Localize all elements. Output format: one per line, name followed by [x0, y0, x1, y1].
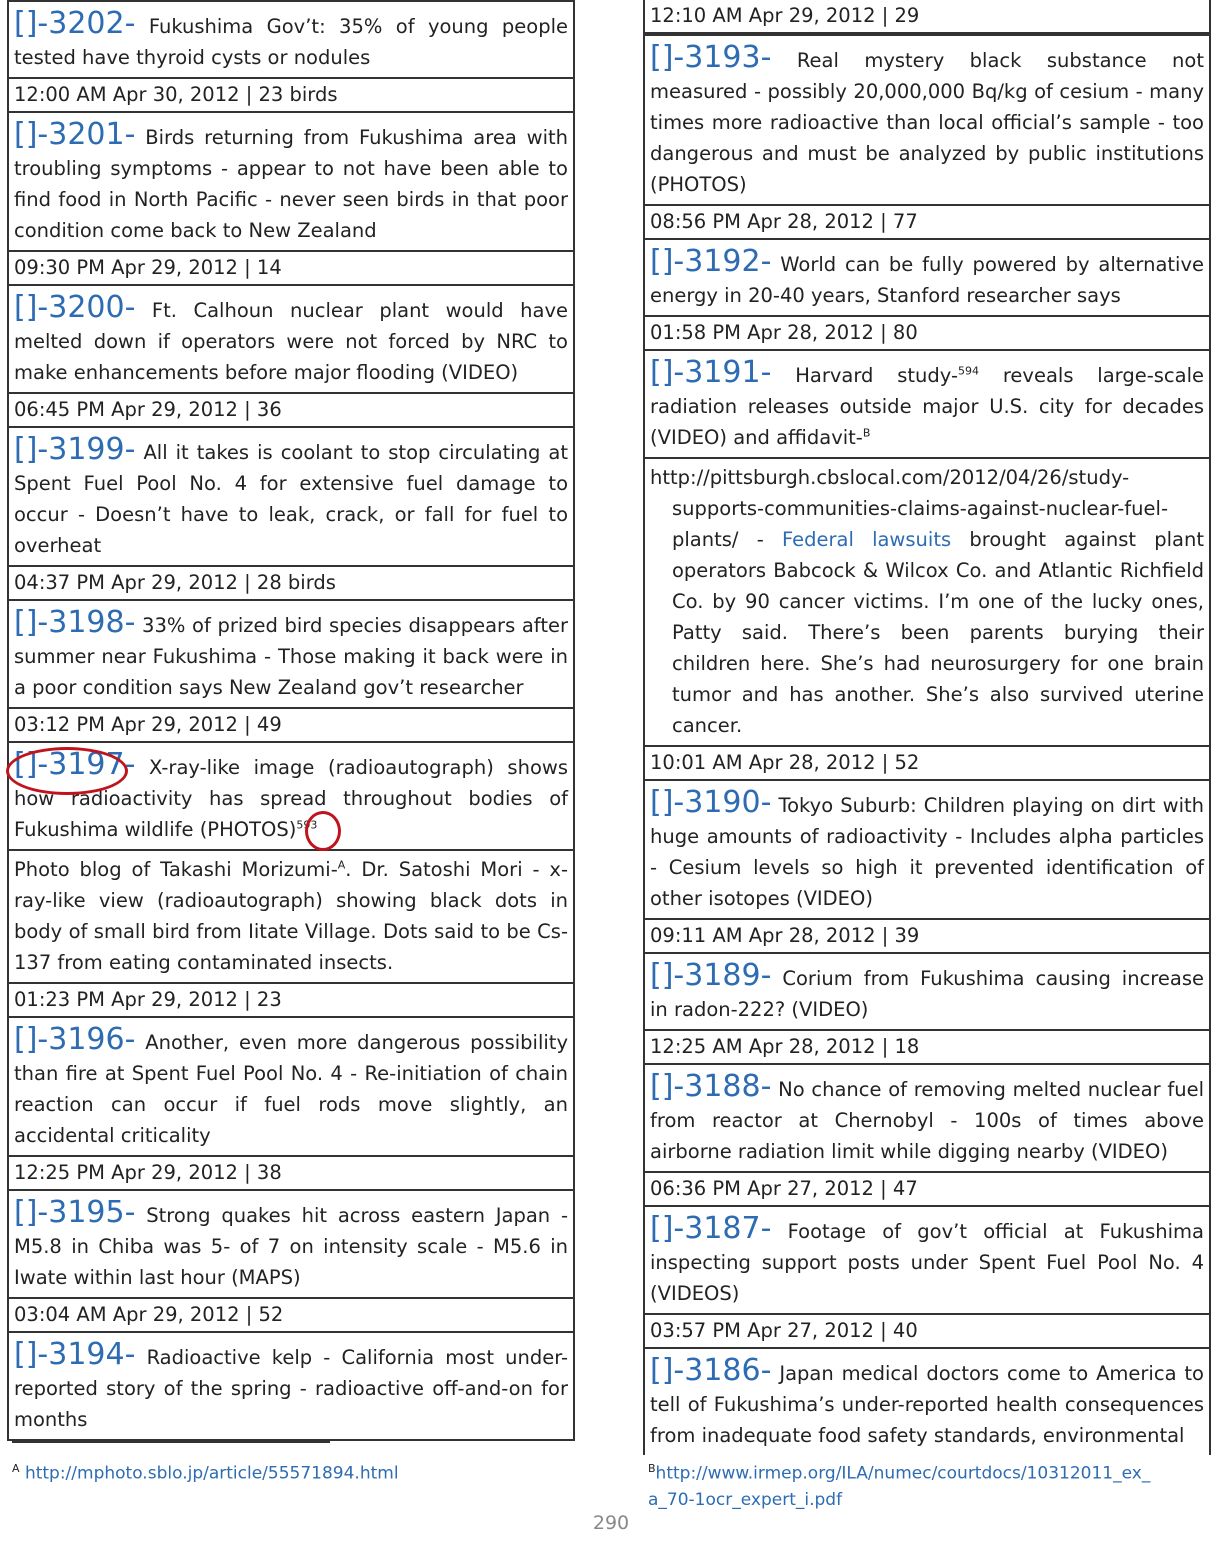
entry-headline: Strong quakes hit across eastern Japan - M5.8 in Chiba was 5- of 7 on intensity scale - M5.6 in Iwate within last hour (MAPS) — [14, 1204, 569, 1289]
entry-headline: Tokyo Suburb: Children playing on dirt with huge amounts of radioactivity - Includes alpha particles - Cesium levels so high it prevented identification of other isotopes (VIDEO) — [650, 794, 1204, 910]
entry-3200 — [7, 286, 575, 428]
entry-3199 — [7, 428, 575, 601]
entry-meta: 12:00 AM Apr 30, 2012 | 23 birds — [7, 79, 575, 113]
entry-headline: Fukushima Gov’t: 35% of young people tested have thyroid cysts or nodules — [14, 15, 569, 69]
left-column — [7, 0, 575, 1441]
entry-number: []-3191- — [650, 355, 772, 390]
right-column — [643, 0, 1211, 1455]
entry-3188 — [643, 1065, 1211, 1207]
entry-title-cell — [7, 428, 575, 567]
note-lead: Photo blog of Takashi Morizumi- — [14, 858, 338, 881]
entry-meta: 06:36 PM Apr 27, 2012 | 47 — [643, 1173, 1211, 1207]
entry-number: []-3192- — [650, 244, 772, 279]
entry-3197 — [7, 743, 575, 1018]
entry-note — [643, 459, 1211, 747]
entry-meta: 12:25 PM Apr 29, 2012 | 38 — [7, 1157, 575, 1191]
entry-number: []-3194- — [14, 1337, 136, 1372]
entry-meta: 10:01 AM Apr 28, 2012 | 52 — [643, 747, 1211, 781]
page-number: 290 — [592, 1512, 630, 1534]
entry-title-cell — [643, 1207, 1211, 1315]
note-url-cont: supports-communities-claims-against-nuclear-fuel-plants/ — [672, 497, 1168, 551]
federal-lawsuits-link[interactable]: Federal lawsuits — [781, 528, 952, 551]
entry-number: []-3189- — [650, 958, 772, 993]
entry-number: []-3202- — [14, 6, 136, 41]
footnote-ref: B — [862, 426, 871, 440]
footnote-ref: 594 — [958, 364, 980, 378]
entry-3186 — [643, 1349, 1211, 1455]
footnote-b-link[interactable]: http://www.irmep.org/ILA/numec/courtdocs/10312011_ex_ — [655, 1463, 1151, 1484]
entry-number: []-3188- — [650, 1069, 772, 1104]
entry-meta: 01:58 PM Apr 28, 2012 | 80 — [643, 317, 1211, 351]
entry-headline: All it takes is coolant to stop circulating at Spent Fuel Pool No. 4 for extensive fuel damage to occur - Doesn’t have to leak, crack, or fall for fuel to overheat — [14, 441, 569, 557]
entry-number: []-3190- — [650, 785, 772, 820]
entry-headline: Another, even more dangerous possibility than fire at Spent Fuel Pool No. 4 - Re-initiation of chain reaction can occur if fuel rods move slightly, an accidental criticality — [14, 1031, 568, 1147]
highlight-circle-number — [6, 747, 128, 795]
entry-number: []-3199- — [14, 432, 136, 467]
entry-3190 — [643, 781, 1211, 954]
entry-title-cell — [643, 351, 1211, 459]
footnote-b-link-cont[interactable]: a_70-1ocr_expert_i.pdf — [648, 1489, 843, 1510]
footnote-ref: A — [337, 858, 346, 872]
entry-number: []-3196- — [14, 1022, 136, 1057]
entry-meta: 03:12 PM Apr 29, 2012 | 49 — [7, 709, 575, 743]
entry-headline: Harvard study- — [795, 364, 959, 387]
entry-title-cell — [643, 954, 1211, 1031]
footnote-a-link[interactable]: http://mphoto.sblo.jp/article/55571894.html — [24, 1463, 399, 1484]
note-body-block — [650, 493, 1204, 741]
entry-number: []-3201- — [14, 117, 136, 152]
entry-3189 — [643, 954, 1211, 1065]
entry-title-cell — [7, 1191, 575, 1299]
entry-title-cell — [643, 1065, 1211, 1173]
footnote-rule — [12, 1441, 330, 1443]
entry-headline: No chance of removing melted nuclear fuel from reactor at Chernobyl - 100s of times above airborne radiation limit while digging nearby (VIDEO) — [650, 1078, 1204, 1163]
entry-title-cell — [7, 113, 575, 252]
entry-headline: Japan medical doctors come to America to tell of Fukushima’s under-reported health consequences from inadequate food safety standards, environmental — [650, 1362, 1204, 1447]
entry-headline: Ft. Calhoun nuclear plant would have melted down if operators were not forced by NRC to make enhancements before major flooding (VIDEO) — [14, 299, 568, 384]
entry-number: []-3200- — [14, 290, 136, 325]
entry-3191 — [643, 351, 1211, 781]
entry-3195 — [7, 1191, 575, 1333]
entry-headline: Footage of gov’t official at Fukushima inspecting support posts under Spent Fuel Pool No. 4 (VIDEOS) — [650, 1220, 1204, 1305]
footnote-ref: 593 — [296, 818, 318, 832]
entry-number: []-3198- — [14, 605, 136, 640]
entry-meta: 12:10 AM Apr 29, 2012 | 29 — [643, 0, 1211, 34]
note-separator: - — [738, 528, 782, 551]
entry-3194 — [7, 1333, 575, 1441]
entry-meta: 12:25 AM Apr 28, 2012 | 18 — [643, 1031, 1211, 1065]
entry-3193 — [643, 34, 1211, 240]
highlight-circle-footnote — [305, 811, 341, 851]
entry-number: []-3186- — [650, 1353, 772, 1388]
entry-3201 — [7, 113, 575, 286]
footnote-b-line-1 — [648, 1456, 1210, 1487]
entry-title-cell — [7, 601, 575, 709]
entry-meta: 04:37 PM Apr 29, 2012 | 28 birds — [7, 567, 575, 601]
entry-3187 — [643, 1207, 1211, 1349]
entry-title-cell — [7, 1333, 575, 1441]
entry-3196 — [7, 1018, 575, 1191]
entry-headline-cont: reveals large-scale radiation releases outside major U.S. city for decades (VIDEO) and affidavit- — [650, 364, 1205, 449]
entry-number: []-3193- — [650, 40, 772, 75]
entry-headline: Real mystery black substance not measured - possibly 20,000,000 Bq/kg of cesium - many times more radioactive than local official’s sample - too dangerous and must be analyzed by public institutions (PHOTOS) — [650, 49, 1204, 196]
entry-meta: 03:04 AM Apr 29, 2012 | 52 — [7, 1299, 575, 1333]
entry-meta: 01:23 PM Apr 29, 2012 | 23 — [7, 984, 575, 1018]
entry-headline: World can be fully powered by alternative energy in 20-40 years, Stanford researcher says — [650, 253, 1204, 307]
footnote-b — [648, 1456, 1210, 1513]
entry-meta: 03:57 PM Apr 27, 2012 | 40 — [643, 1315, 1211, 1349]
entry-headline: Corium from Fukushima causing increase in radon-222? (VIDEO) — [650, 967, 1204, 1021]
footnote-marker: A — [12, 1462, 20, 1475]
entry-meta: 08:56 PM Apr 28, 2012 | 77 — [643, 206, 1211, 240]
footnote-a — [12, 1456, 572, 1487]
entry-title-cell — [7, 286, 575, 394]
entry-3198 — [7, 601, 575, 743]
entry-number: []-3197- — [14, 747, 136, 782]
entry-number: []-3187- — [650, 1211, 772, 1246]
entry-title-cell — [7, 0, 575, 79]
entry-title-cell — [643, 240, 1211, 317]
entry-3192 — [643, 240, 1211, 351]
note-body: . Dr. Satoshi Mori - x-ray-like view (radioautograph) showing black dots in body of small bird from Iitate Village. Dots said to be Cs-137 from eating contaminated insects. — [14, 858, 568, 974]
entry-number: []-3195- — [14, 1195, 136, 1230]
note-body: brought against plant operators Babcock & Wilcox Co. and Atlantic Richfield Co. by 90 cancer victims. I’m one of the lucky ones, Patty said. There’s been parents burying their children here. She’s had neurosurgery for one brain tumor and has another. She’s also survived uterine cancer. — [672, 528, 1205, 737]
entry-meta: 09:30 PM Apr 29, 2012 | 14 — [7, 252, 575, 286]
entry-headline: 33% of prized bird species disappears after summer near Fukushima - Those making it back were in a poor condition says New Zealand gov’t researcher — [14, 614, 568, 699]
entry-meta: 09:11 AM Apr 28, 2012 | 39 — [643, 920, 1211, 954]
entry-title-cell — [7, 743, 575, 851]
entry-headline: Birds returning from Fukushima area with troubling symptoms - appear to not have been able to find food in North Pacific - never seen birds in that poor condition come back to New Zealand — [14, 126, 568, 242]
entry-headline: X-ray-like image (radioautograph) shows how radioactivity has spread throughout bodies of Fukushima wildlife (PHOTOS) — [14, 756, 568, 841]
entry-note — [7, 851, 575, 984]
note-url: http://pittsburgh.cbslocal.com/2012/04/26/study- — [650, 466, 1130, 489]
entry-headline: Radioactive kelp - California most under-reported story of the spring - radioactive off-and-on for months — [14, 1346, 569, 1431]
entry-title-cell — [643, 1349, 1211, 1455]
entry-meta: 06:45 PM Apr 29, 2012 | 36 — [7, 394, 575, 428]
entry-title-cell — [643, 781, 1211, 920]
entry-title-cell — [643, 34, 1211, 206]
entry-title-cell — [7, 1018, 575, 1157]
footnote-marker: B — [648, 1462, 656, 1475]
entry-3202 — [7, 0, 575, 113]
